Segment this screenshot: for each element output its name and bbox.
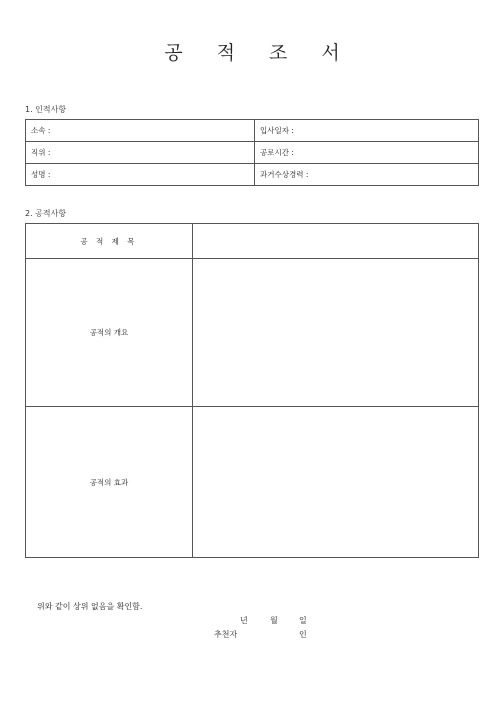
position-field[interactable]: 직위 :: [26, 142, 255, 164]
merit-effect-label: 공적의 효과: [26, 407, 193, 558]
service-period-field[interactable]: 공로시간 :: [255, 142, 479, 164]
date-month: 월: [270, 616, 278, 625]
table-row: [26, 224, 479, 259]
past-awards-field[interactable]: 과거수상경력 :: [255, 164, 479, 186]
merit-title-label-text: 공 적 제 목: [80, 236, 138, 246]
table-row: [26, 142, 479, 164]
table-row: [26, 259, 479, 407]
table-row: [26, 120, 479, 142]
date-day: 일: [299, 616, 307, 625]
affiliation-field[interactable]: 소속 :: [26, 120, 255, 142]
table-row: [26, 164, 479, 186]
signer-label: 추천자: [214, 630, 238, 639]
merit-title-label: [26, 224, 193, 259]
merit-table: [25, 223, 479, 558]
personal-info-table: [25, 119, 479, 186]
merit-summary-input[interactable]: [193, 259, 479, 407]
confirmation-text: 위와 같이 상위 없음을 확인함.: [37, 602, 143, 611]
merit-summary-label: 공적의 개요: [26, 259, 193, 407]
name-field[interactable]: 성명 :: [26, 164, 255, 186]
merit-effect-input[interactable]: [193, 407, 479, 558]
join-date-field[interactable]: 입사일자 :: [255, 120, 479, 142]
table-row: [26, 407, 479, 558]
signer-seal: 인: [299, 630, 307, 639]
date-year: 년: [240, 616, 248, 625]
section-merit-label: 2. 공적사항: [25, 209, 67, 218]
document-title: 공 적 조 서: [164, 42, 354, 64]
merit-title-input[interactable]: [193, 224, 479, 259]
section-personal-label: 1. 인적사항: [25, 105, 67, 114]
